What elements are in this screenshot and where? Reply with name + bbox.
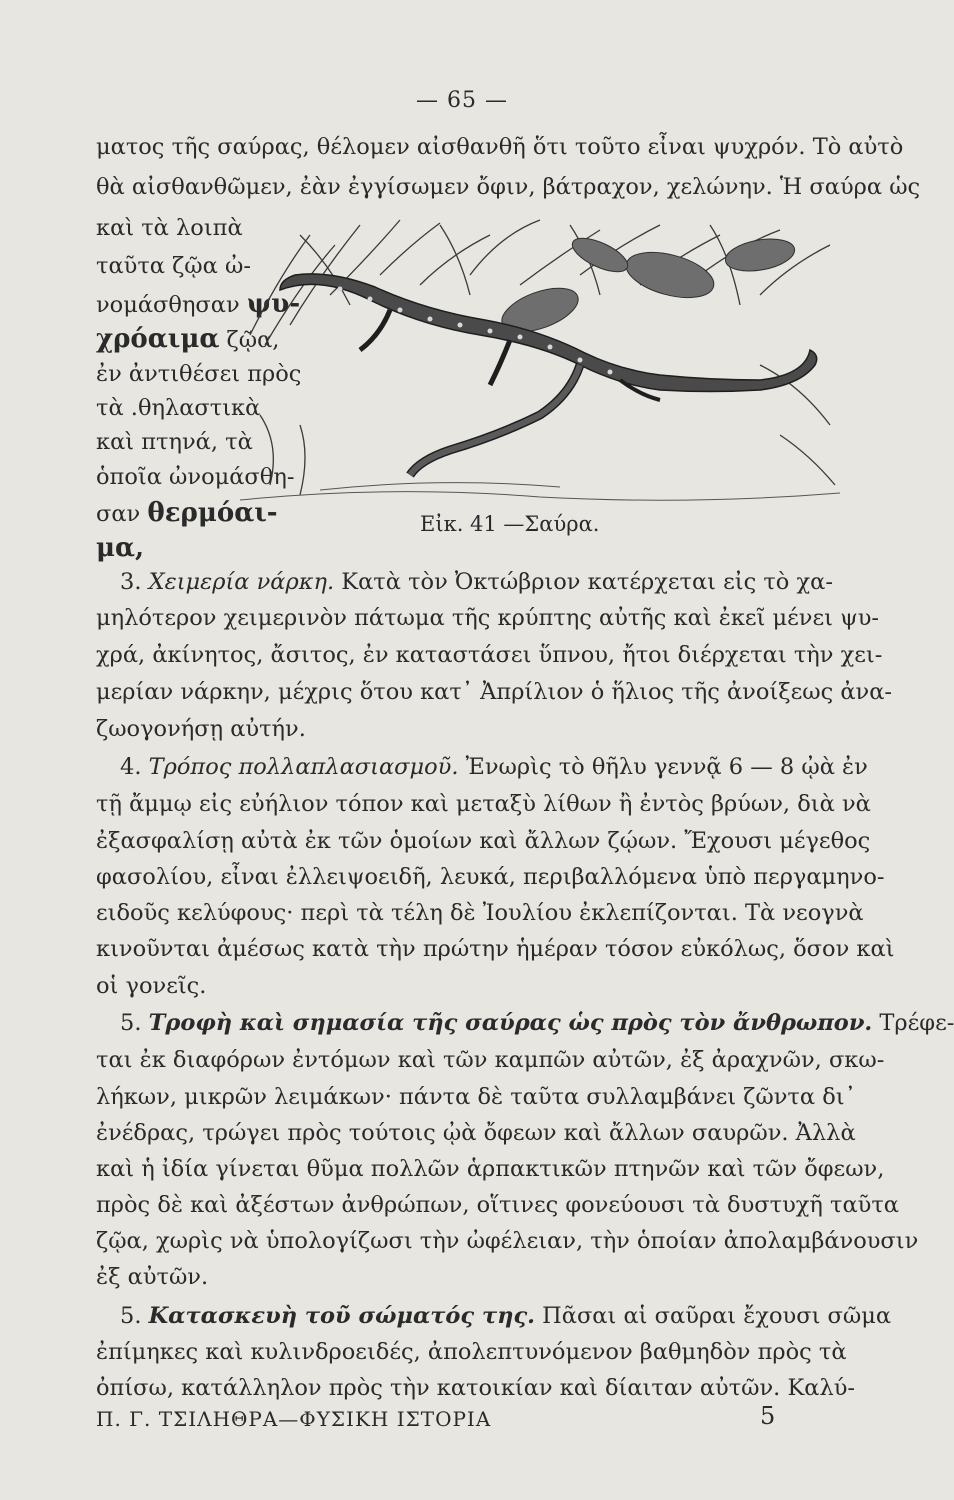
text-line: ειδοῦς κελύφους· περὶ τὰ τέλη δὲ Ἰουλίου ἐκλεπίζονται. Τὰ νεογνὰ (96, 900, 864, 926)
text-line: ζωογονήσῃ αὐτήν. (96, 716, 306, 742)
side-text-fragment: νομάσθησαν (96, 292, 247, 318)
text-line: κινοῦνται ἀμέσως κατὰ τὴν πρώτην ἡμέραν τόσον εὐκόλως, ὅσον καὶ (96, 936, 895, 962)
text-line: θὰ αἰσθανθῶμεν, ἐὰν ἐγγίσωμεν ὄφιν, βάτραχον, χελώνην. Ἡ σαύρα ὡς (96, 174, 921, 200)
text-line: ἐξασφαλίσῃ αὐτὰ ἐκ τῶν ὁμοίων καὶ ἄλλων ζῴων. Ἔχουσι μέγεθος (96, 828, 871, 854)
section-number: 5. (120, 1303, 142, 1329)
text-line: τῇ ἄμμῳ εἰς εὐήλιον τόπον καὶ μεταξὺ λίθων ἢ ἐντὸς βρύων, διὰ νὰ (96, 791, 871, 817)
text-line: ὀπίσω, κατάλληλον πρὸς τὴν κατοικίαν καὶ δίαιταν αὐτῶν. Καλύ- (96, 1375, 856, 1401)
bold-term: μα, (96, 533, 145, 563)
section-heading: Κατασκευὴ τοῦ σώματός της. (148, 1303, 535, 1329)
text-line: μερίαν νάρκην, μέχρις ὅτου κατ᾽ Ἀπρίλιον ὁ ἥλιος τῆς ἀνοίξεως ἀνα- (96, 679, 893, 705)
section-text: Τρέφε- (872, 1010, 954, 1036)
footer-signature: Π. Γ. ΤΣΙΛΗΘΡΑ—ΦΥΣΙΚΗ ΙΣΤΟΡΙΑ (96, 1407, 492, 1431)
side-text-line (96, 533, 144, 564)
section-text: Πᾶσαι αἱ σαῦραι ἔχουσι σῶμα (534, 1303, 892, 1329)
text-line: χρά, ἀκίνητος, ἄσιτος, ἐν καταστάσει ὕπνου, ἤτοι διέρχεται τὴν χει- (96, 642, 883, 668)
section-5b-first-line (120, 1301, 892, 1331)
footer-sheet-number: 5 (760, 1402, 776, 1430)
text-line: οἱ γονεῖς. (96, 973, 207, 999)
text-line: ἐπίμηκες καὶ κυλινδροειδές, ἀπολεπτυνόμενον βαθμηδὸν πρὸς τὰ (96, 1339, 847, 1365)
text-line: ἐνέδρας, τρώγει πρὸς τούτοις ᾠὰ ὄφεων καὶ ἄλλων σαυρῶν. Ἀλλὰ (96, 1120, 856, 1146)
section-number: 4. (120, 754, 142, 780)
side-text-line: ἐν ἀντιθέσει πρὸς (96, 361, 302, 387)
leaf-shapes (496, 231, 797, 340)
text-line: καὶ ἡ ἰδία γίνεται θῦμα πολλῶν ἁρπακτικῶν πτηνῶν καὶ τῶν ὄφεων, (96, 1156, 885, 1182)
side-text-line: ὁποῖα ὠνομάσθη- (96, 464, 295, 490)
side-text-line: τὰ .θηλαστικὰ (96, 395, 261, 421)
section-3-first-line (120, 567, 833, 597)
bold-term: θερμόαι- (147, 498, 278, 528)
section-4-first-line (120, 752, 868, 782)
text-line: ματος τῆς σαύρας, θέλομεν αἰσθανθῆ ὅτι τοῦτο εἶναι ψυχρόν. Τὸ αὐτὸ (96, 134, 904, 160)
text-line: ται ἐκ διαφόρων ἐντόμων καὶ τῶν καμπῶν αὐτῶν, ἐξ ἀραχνῶν, σκω- (96, 1047, 885, 1073)
section-5a-first-line (120, 1008, 954, 1038)
lizard-illustration (240, 215, 840, 505)
section-heading: Τρόπος πολλαπλασιασμοῦ. (148, 754, 459, 780)
text-line: ζῷα, χωρὶς νὰ ὑπολογίζωσι τὴν ὠφέλειαν, τὴν ὁποίαν ἀπολαμβάνουσιν (96, 1228, 919, 1254)
text-line: λήκων, μικρῶν λειμάκων· πάντα δὲ ταῦτα συλλαμβάνει ζῶντα δι᾽ (96, 1084, 856, 1110)
section-number: 5. (120, 1010, 142, 1036)
text-line: φασολίου, εἶναι ἐλλειψοειδῆ, λευκά, περιβαλλόμενα ὑπὸ περγαμηνο- (96, 864, 885, 890)
page-number-top: — 65 — (416, 88, 508, 113)
figure-caption: Εἰκ. 41 —Σαύρα. (420, 512, 600, 536)
bold-term: χρόαιμα (96, 324, 220, 354)
text-line: ἐξ αὐτῶν. (96, 1264, 209, 1290)
side-text-fragment: ζῷα, (219, 327, 280, 353)
side-text-fragment: ταῦτα ζῷα ὠ- (96, 253, 251, 279)
side-text-line: καὶ τὰ λοιπὰ (96, 215, 243, 241)
text-line: μηλότερον χειμερινὸν πάτωμα τῆς κρύπτης αὐτῆς καὶ ἐκεῖ μένει ψυ- (96, 605, 880, 631)
side-text-line (96, 251, 251, 281)
section-text: Ἐνωρὶς τὸ θῆλυ γεννᾷ 6 — 8 ᾠὰ ἐν (458, 754, 868, 780)
section-number: 3. (120, 569, 142, 595)
text-line: πρὸς δὲ καὶ ἀξέστων ἀνθρώπων, οἵτινες φονεύουσι τὰ δυστυχῆ ταῦτα (96, 1192, 899, 1218)
section-heading: Χειμερία νάρκη. (148, 569, 335, 595)
side-text-line: καὶ πτηνά, τὰ (96, 429, 253, 455)
side-text-fragment: σαν (96, 501, 148, 527)
bold-term: ψυ- (246, 289, 301, 319)
section-text: Κατὰ τὸν Ὀκτώβριον κατέρχεται εἰς τὸ χα- (334, 569, 833, 595)
section-heading: Τροφὴ καὶ σημασία τῆς σαύρας ὡς πρὸς τὸν ἄνθρωπον. (148, 1010, 873, 1036)
ground-lines (240, 483, 840, 501)
